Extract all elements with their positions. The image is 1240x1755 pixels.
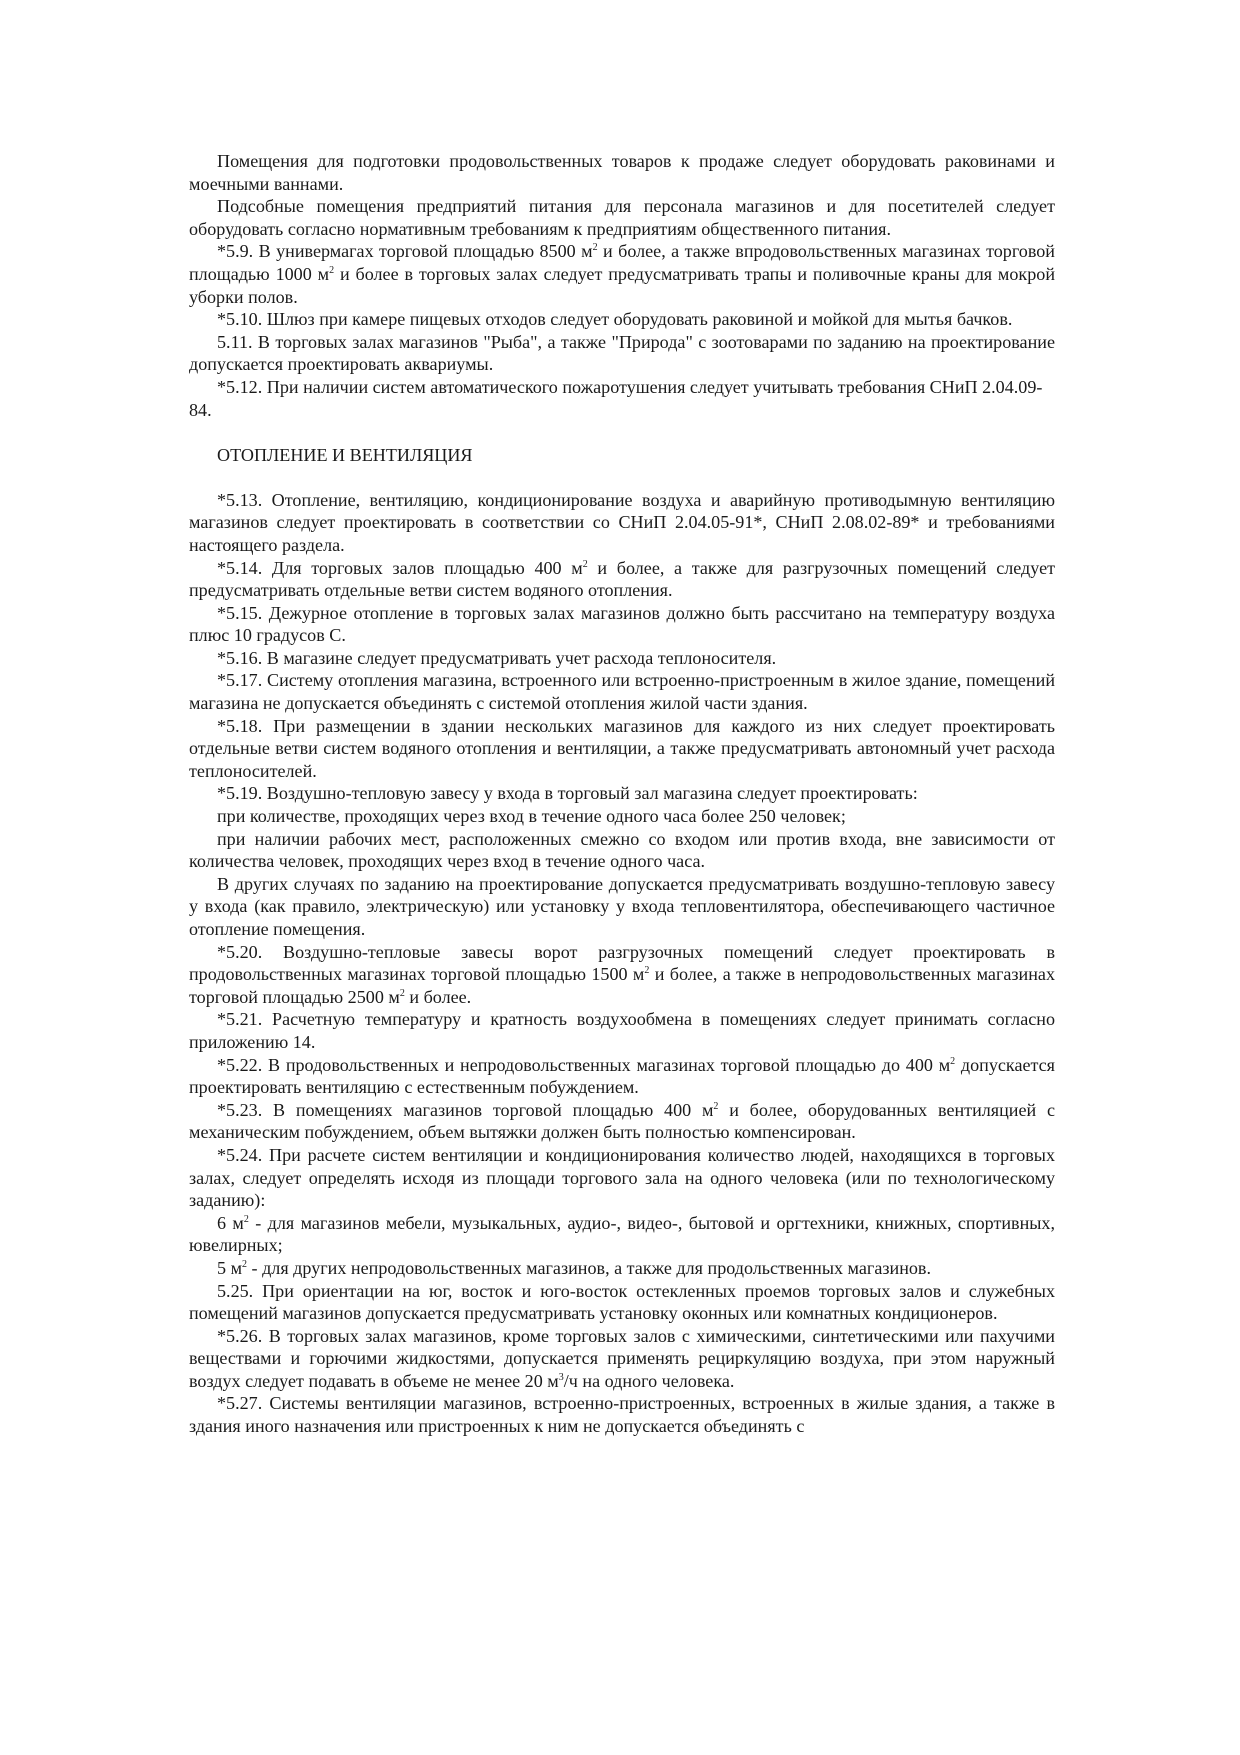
paragraph: *5.9. В универмагах торговой площадью 8500 $м^2$ и более, а также впродовольственных магазинах торговой площадью 1000 $м^2$ и более в торговых залах следует предусматривать трапы и поливочные краны для мокрой уборки полов. xyxy=(189,241,1056,307)
paragraph: при наличии рабочих мест, расположенных смежно со входом или против входа, вне зависимости от количества человек, проходящих через вход в течение одного часа. xyxy=(189,828,1055,872)
paragraph: *5.16. В магазине следует предусматривать учет расхода теплоносителя. xyxy=(217,647,777,668)
paragraph: *5.20. Воздушно-тепловые завесы ворот разгрузочных помещений следует проектировать в продовольственных магазинах торговой площадью 1500 $м^2$ и более, а также в непродовольственных магазинах торговой площадью 2500 $м^2$ и более. xyxy=(189,941,1055,1007)
paragraph: *5.21. Расчетную температуру и кратность воздухообмена в помещениях следует принимать согласно приложению 14. xyxy=(189,1009,1055,1052)
paragraph: *5.19. Воздушно-тепловую завесу у входа в торговый зал магазина следует проектировать: xyxy=(217,783,918,804)
paragraph: В других случаях по заданию на проектирование допускается предусматривать воздушно-тепловую завесу у входа (как правило, электрическую) или установку у входа тепловентилятора, обеспечивающего частичное отопление помещения. xyxy=(189,873,1055,939)
paragraph: *5.15. Дежурное отопление в торговых залах магазинов должно быть рассчитано на температуру воздуха плюс 10 градусов С. xyxy=(189,602,1055,646)
paragraph: Помещения для подготовки продовольственных товаров к продаже следует оборудовать раковинами и моечными ваннами. xyxy=(189,151,1055,194)
paragraph: *5.13. Отопление, вентиляцию, кондиционирование воздуха и аварийную противодымную вентиляцию магазинов следует проектировать в соответствии со СНиП 2.04.05-91*, СНиП 2.08.02-89* и требованиями настоящего раздела. xyxy=(189,489,1055,555)
paragraph: *5.17. Систему отопления магазина, встроенного или встроенно-пристроенным в жилое здание, помещений магазина не допускается объединять с системой отопления жилой части здания. xyxy=(189,670,1055,714)
paragraph: *5.14. Для торговых залов площадью 400 $м^2$ и более, а также для разгрузочных помещений следует предусматривать отдельные ветви систем водяного отопления. xyxy=(189,557,1056,601)
paragraph: 6 $м^2$ - для магазинов мебели, музыкальных, аудио-, видео-, бытовой и оргтехники, книжных, спортивных, ювелирных; xyxy=(189,1212,1055,1256)
paragraph: 5.11. В торговых залах магазинов "Рыба", а также "Природа" с зоотоварами по заданию на проектирование допускается проектировать аквариумы. xyxy=(189,331,1055,375)
paragraph: при количестве, проходящих через вход в течение одного часа более 250 человек; xyxy=(217,806,846,827)
paragraph: 5 $м^2$ - для других непродовольственных магазинов, а также для продольственных магазинов. xyxy=(217,1257,931,1278)
section-heading: ОТОПЛЕНИЕ И ВЕНТИЛЯЦИЯ xyxy=(217,445,473,466)
paragraph: *5.12. При наличии систем автоматического пожаротушения следует учитывать требования СНиП 2.04.09-84. xyxy=(189,376,1043,420)
paragraph: Подсобные помещения предприятий питания для персонала магазинов и для посетителей следует оборудовать согласно нормативным требованиям к предприятиям общественного питания. xyxy=(189,196,1055,239)
paragraph: *5.22. В продовольственных и непродовольственных магазинах торговой площадью до 400 $м^2$ допускается проектировать вентиляцию с естественным побуждением. xyxy=(189,1054,1055,1098)
paragraph: *5.10. Шлюз при камере пищевых отходов следует оборудовать раковиной и мойкой для мытья бачков. xyxy=(217,309,1013,330)
paragraph: *5.27. Системы вентиляции магазинов, встроенно-пристроенных, встроенных в жилые здания, а также в здания иного назначения или пристроенных к ним не допускается объединять с xyxy=(189,1393,1055,1437)
paragraph: *5.18. При размещении в здании нескольких магазинов для каждого из них следует проектировать отдельные ветви систем водяного отопления и вентиляции, а также предусматривать автономный учет расхода теплоносителей. xyxy=(189,715,1055,781)
document-page xyxy=(189,150,1055,1438)
paragraph: *5.24. При расчете систем вентиляции и кондиционирования количество людей, находящихся в торговых залах, следует определять исходя из площади торгового зала на одного человека (или по технологическому заданию): xyxy=(189,1144,1055,1211)
paragraph: 5.25. При ориентации на юг, восток и юго-восток остекленных проемов торговых залов и служебных помещений магазинов допускается предусматривать установку оконных или комнатных кондиционеров. xyxy=(189,1280,1055,1324)
paragraph: *5.26. В торговых залах магазинов, кроме торговых залов с химическими, синтетическими или пахучими веществами и горючими жидкостями, допускается применять рециркуляцию воздуха, при этом наружный воздух следует подавать в объеме не менее 20 $м^3/ч$ на одного человека. xyxy=(189,1325,1055,1391)
paragraph: *5.23. В помещениях магазинов торговой площадью 400 $м^2$ и более, оборудованных вентиляцией с механическим побуждением, объем вытяжки должен быть полностью компенсирован. xyxy=(189,1099,1055,1143)
